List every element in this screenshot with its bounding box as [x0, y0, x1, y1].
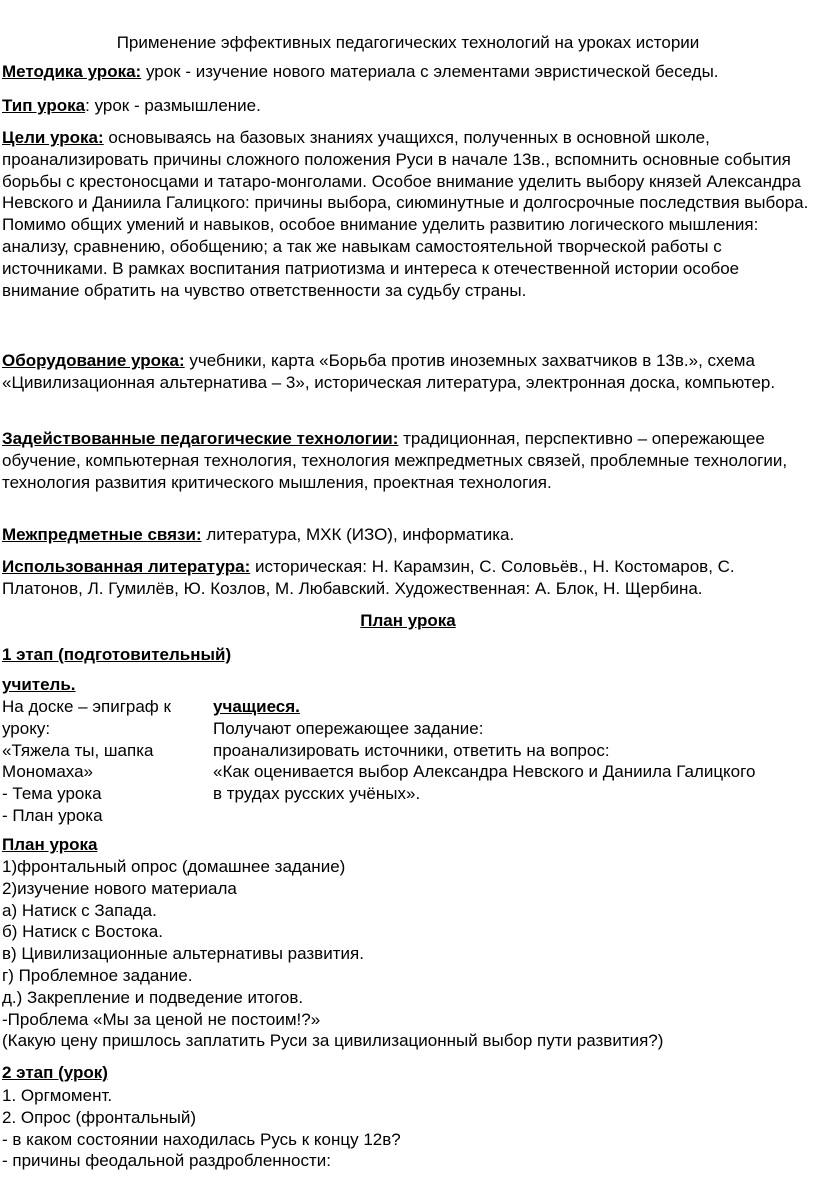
section-label: Методика урока:: [2, 62, 142, 81]
students-line: проанализировать источники, ответить на вопрос:: [213, 740, 610, 760]
list-item: 1)фронтальный опрос (домашнее задание): [2, 857, 346, 876]
section-label: Цели урока:: [2, 128, 104, 147]
teacher-column: [2, 696, 202, 827]
section-lesson-type: [2, 95, 810, 117]
teacher-line: - Тема урока: [2, 784, 102, 804]
section-label: Использованная литература:: [2, 557, 251, 576]
list-item: 2. Опрос (фронтальный): [2, 1107, 196, 1127]
list-item: 1. Оргмомент.: [2, 1086, 113, 1105]
stage1-title: 1 этап (подготовительный): [2, 645, 232, 664]
list-item: 2)изучение нового материала: [2, 878, 237, 898]
plan-heading: План урока: [360, 611, 456, 630]
list-item: -Проблема «Мы за ценой не постоим!?»: [2, 1009, 321, 1029]
teacher-line: На доске – эпиграф к: [2, 697, 171, 716]
list-item: в) Цивилизационные альтернативы развития.: [2, 944, 364, 964]
students-line: «Как оценивается выбор Александра Невского и Даниила Галицкого: [213, 762, 756, 782]
list-item: - в каком состоянии находилась Русь к концу 12в?: [2, 1129, 401, 1149]
section-literature: [2, 556, 810, 600]
section-technologies: [2, 428, 810, 493]
plan2-title: План урока: [2, 835, 98, 854]
list-item: б) Натиск с Востока.: [2, 922, 163, 942]
teacher-line: - План урока: [2, 805, 103, 825]
section-text: литература, МХК (ИЗО), информатика.: [206, 525, 515, 544]
list-item: г) Проблемное задание.: [2, 965, 193, 985]
list-item: д.) Закрепление и подведение итогов.: [2, 987, 304, 1007]
section-equipment: [2, 350, 810, 394]
section-label: Межпредметные связи:: [2, 525, 202, 544]
stage2-list: [2, 1085, 810, 1172]
section-methodology: [2, 61, 810, 83]
section-text: : урок - размышление.: [85, 96, 261, 115]
list-item: а) Натиск с Запада.: [2, 900, 157, 920]
list-item: (Какую цену пришлось заплатить Руси за цивилизационный выбор пути развития?): [2, 1031, 664, 1051]
list-item: - причины феодальной раздробленности:: [2, 1151, 332, 1171]
section-text: традиционная, перспективно – опережающее обучение, компьютерная технология, технология межпредметных связей, проблемные технологии, технология развития критического мышления, проектная технология.: [2, 429, 788, 492]
students-line: в трудах русских учёных».: [213, 784, 421, 804]
section-text: урок - изучение нового материала с элементами эвристической беседы.: [145, 62, 719, 81]
teacher-line: «Тяжела ты, шапка: [2, 740, 154, 760]
teacher-label: учитель.: [2, 675, 76, 694]
plan-list: [2, 856, 810, 1052]
section-label: Задействованные педагогические технологии:: [2, 429, 399, 448]
stage2-title: 2 этап (урок): [2, 1063, 108, 1082]
section-text-extra: Помимо общих умений и навыков, особое внимание уделить развитию логического мышления: анализу, сравнению, обобщению; а так же навыкам самостоятельной творческой работы с источниками. В рамках воспитания патриотизма и интереса к отечественной истории особое внимание обратить на чувство ответственности за судьбу страны.: [2, 215, 759, 300]
students-column: [213, 696, 813, 805]
teacher-line: Мономаха»: [2, 762, 94, 782]
students-label: учащиеся.: [213, 697, 300, 716]
section-text: основываясь на базовых знаниях учащихся, полученных в основной школе, проанализировать причины сложного положения Руси в начале 13в., вспомнить основные события борьбы с крестоносцами и татаро-монголами. Особое внимание уделить выбору князей Александра Невского и Даниила Галицкого: причины выбора, сиюминутные и долгосрочные последствия выбора.: [2, 128, 809, 213]
section-label: Оборудование урока:: [2, 351, 185, 370]
section-text: учебники, карта «Борьба против иноземных захватчиков в 13в.», схема «Цивилизационная альтернатива – 3», историческая литература, электронная доска, компьютер.: [2, 351, 776, 392]
teacher-line: уроку:: [2, 718, 51, 738]
section-interdisciplinary: [2, 524, 810, 546]
section-label: Тип урока: [2, 96, 86, 115]
section-goals: [2, 127, 810, 301]
section-text: историческая: Н. Карамзин, С. Соловьёв., Н. Костомаров, С. Платонов, Л. Гумилёв, Ю. Козлов, М. Любавский. Художественная: А. Блок, Н. Щербина.: [2, 557, 735, 598]
students-line: Получают опережающее задание:: [213, 718, 484, 738]
document-title: Применение эффективных педагогических технологий на уроках истории: [116, 33, 700, 52]
